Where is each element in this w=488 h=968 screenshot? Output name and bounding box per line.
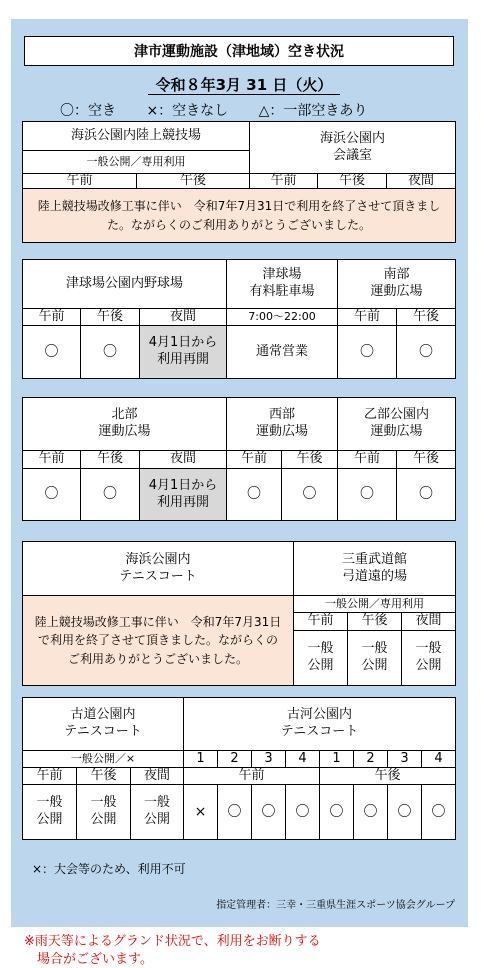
status-cell: 〇 bbox=[353, 784, 387, 839]
status-cell: 一般 公開 bbox=[130, 784, 183, 839]
status-cell: 4月1日から 利用再開 bbox=[139, 325, 226, 378]
slot-label: 午前 bbox=[249, 173, 317, 188]
court-number: 3 bbox=[387, 750, 421, 767]
facility-name: 西部 運動広場 bbox=[226, 398, 337, 450]
weather-warning: ※雨天等によるグランド状況で、利用をお断りする 場合がございます。 bbox=[24, 934, 321, 967]
slot-label: 午後 bbox=[396, 308, 455, 325]
slot-label: 午前 bbox=[337, 308, 396, 325]
slot-label: 午前 bbox=[226, 450, 281, 468]
slot-label: 午前 bbox=[293, 612, 347, 630]
status-cell: 〇 bbox=[23, 325, 80, 378]
status-cell: 〇 bbox=[387, 784, 421, 839]
facility-name: 海浜公園内 会議室 bbox=[249, 122, 455, 173]
status-cell: 4月1日から 利用再開 bbox=[139, 468, 226, 520]
court-number: 3 bbox=[251, 750, 285, 767]
slot-label: 午後 bbox=[396, 450, 455, 468]
slot-label: 午前 bbox=[183, 767, 319, 784]
slot-label: 午前 bbox=[23, 308, 80, 325]
facility-name: 海浜公園内陸上競技場 bbox=[70, 127, 201, 143]
status-cell: 〇 bbox=[251, 784, 285, 839]
facility-name: 津球場 有料駐車場 bbox=[226, 260, 337, 308]
status-cell: 〇 bbox=[421, 784, 455, 839]
status-cell: 〇 bbox=[281, 468, 337, 520]
court-number: 4 bbox=[421, 750, 455, 767]
status-cell: × bbox=[183, 784, 217, 839]
court-number: 2 bbox=[353, 750, 387, 767]
facility-name: 北部 運動広場 bbox=[98, 407, 151, 439]
section-grounds bbox=[22, 397, 456, 521]
slot-label: 夜間 bbox=[139, 308, 226, 325]
status-cell: 〇 bbox=[80, 325, 139, 378]
slot-label: 午後 bbox=[80, 308, 139, 325]
slot-label: 夜間 bbox=[401, 612, 455, 630]
slot-label: 午後 bbox=[76, 767, 130, 784]
status-cell: 一般 公開 bbox=[76, 784, 130, 839]
slot-label: 午後 bbox=[317, 173, 386, 188]
legend-partial: △：一部空きあり bbox=[258, 103, 368, 119]
court-number: 1 bbox=[183, 750, 217, 767]
status-cell: 〇 bbox=[23, 468, 80, 520]
usage-label: 一般公開／専用利用 bbox=[23, 150, 249, 173]
section-seaside-athletics bbox=[22, 121, 456, 243]
status-cell: 〇 bbox=[285, 784, 319, 839]
status-cell: 〇 bbox=[337, 325, 396, 378]
status-cell: 〇 bbox=[319, 784, 353, 839]
status-cell: 〇 bbox=[337, 468, 396, 520]
slot-label: 午前 bbox=[23, 173, 136, 188]
date-heading bbox=[0, 74, 488, 95]
facility-name: 三重武道館 弓道遠的場 bbox=[293, 542, 455, 595]
status-cell: 通常営業 bbox=[226, 325, 337, 378]
facility-name: 海浜公園内 テニスコート bbox=[119, 551, 197, 584]
closure-notice: 陸上競技場改修工事に伴い 令和7年7月31日で利用を終了させて頂きました。ながらくのご利用ありがとうございました。 bbox=[23, 188, 455, 242]
section-tennis-parks bbox=[22, 697, 456, 840]
status-cell: 〇 bbox=[217, 784, 251, 839]
status-cell: 〇 bbox=[80, 468, 139, 520]
status-cell: 一般 公開 bbox=[347, 630, 401, 685]
usage-label: 一般公開／専用利用 bbox=[293, 595, 455, 612]
court-number: 1 bbox=[319, 750, 353, 767]
status-cell: 〇 bbox=[396, 468, 455, 520]
legend bbox=[60, 100, 393, 120]
facility-name: 南部 運動広場 bbox=[337, 260, 455, 308]
court-number: 4 bbox=[285, 750, 319, 767]
page-title: 津市運動施設（津地域）空き状況 bbox=[24, 36, 454, 66]
slot-label: 午前 bbox=[23, 767, 76, 784]
status-cell: 一般 公開 bbox=[23, 784, 76, 839]
slot-label: 午前 bbox=[23, 450, 80, 468]
facility-name: 古河公園内 テニスコート bbox=[183, 698, 455, 750]
slot-label: 夜間 bbox=[139, 450, 226, 468]
status-cell: 〇 bbox=[226, 468, 281, 520]
slot-label: 7:00～22:00 bbox=[226, 308, 337, 325]
section-tennis-budokan bbox=[22, 541, 456, 686]
facility-name: 津球場公園内野球場 bbox=[65, 275, 183, 291]
footnote: ×：大会等のため、利用不可 bbox=[32, 862, 186, 876]
slot-label: 午後 bbox=[80, 450, 139, 468]
court-number: 2 bbox=[217, 750, 251, 767]
slot-label: 夜間 bbox=[386, 173, 455, 188]
date-text: 令和８年3月 31 日（火） bbox=[148, 76, 341, 95]
slot-label: 午後 bbox=[347, 612, 401, 630]
legend-unavailable: ×：空きなし bbox=[146, 103, 229, 119]
usage-label: 一般公開／× bbox=[23, 750, 183, 767]
facility-name: 古道公園内 テニスコート bbox=[64, 707, 142, 739]
closure-notice: 陸上競技場改修工事に伴い 令和7年7月31日で利用を終了させて頂きました。ながらくのご利用ありがとうございました。 bbox=[23, 595, 293, 685]
status-cell: 〇 bbox=[396, 325, 455, 378]
legend-available: 〇：空き bbox=[60, 103, 116, 119]
facility-name: 乙部公園内 運動広場 bbox=[337, 398, 455, 450]
slot-label: 午後 bbox=[281, 450, 337, 468]
status-cell: 一般 公開 bbox=[293, 630, 347, 685]
manager-credit: 指定管理者：三幸・三重県生涯スポーツ協会グループ bbox=[216, 900, 455, 911]
slot-label: 午後 bbox=[136, 173, 249, 188]
slot-label: 午前 bbox=[337, 450, 396, 468]
status-cell: 一般 公開 bbox=[401, 630, 455, 685]
section-baseball bbox=[22, 259, 456, 379]
slot-label: 午後 bbox=[319, 767, 455, 784]
slot-label: 夜間 bbox=[130, 767, 183, 784]
